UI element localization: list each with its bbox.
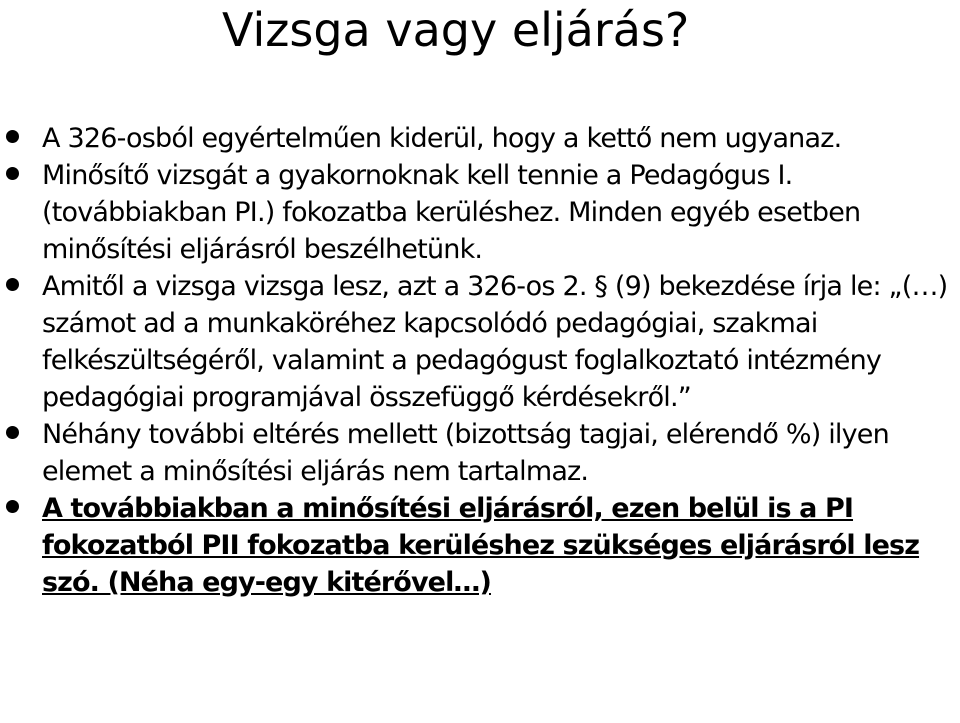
bullet-item-emphasized [0,490,960,601]
slide-title: Vizsga vagy eljárás? [222,3,690,57]
bullet-text: A 326-osból egyértelműen kiderül, hogy a kettő nem ugyanaz. [42,123,842,154]
bullet-dot-icon [6,278,19,291]
bullet-item [0,120,960,157]
bullet-list [0,120,960,601]
bullet-item [0,268,960,416]
bullet-dot-icon [6,500,19,513]
bullet-dot-icon [6,167,19,180]
bullet-item [0,157,960,268]
bullet-text: A továbbiakban a minősítési eljárásról, ezen belül is a PI fokozatból PII fokozatba kerüléshez szükséges eljárásról lesz szó. (Néha egy-egy kitérővel…) [42,493,920,598]
bullet-text: Minősítő vizsgát a gyakornoknak kell tennie a Pedagógus I. (továbbiakban PI.) fokozatba kerüléshez. Minden egyéb esetben minősítési eljárásról beszélhetünk. [42,160,861,265]
bullet-dot-icon [6,426,19,439]
bullet-dot-icon [6,130,19,143]
bullet-text: Amitől a vizsga vizsga lesz, azt a 326-os 2. § (9) bekezdése írja le: „(…) számot ad a munkaköréhez kapcsolódó pedagógiai, szakmai felkészültségéről, valamint a pedagógust foglalkoztató intézmény pedagógiai programjával összefüggő kérdésekről.” [42,271,948,413]
bullet-text: Néhány további eltérés mellett (bizottság tagjai, elérendő %) ilyen elemet a minősítési eljárás nem tartalmaz. [42,419,889,487]
bullet-item [0,416,960,490]
